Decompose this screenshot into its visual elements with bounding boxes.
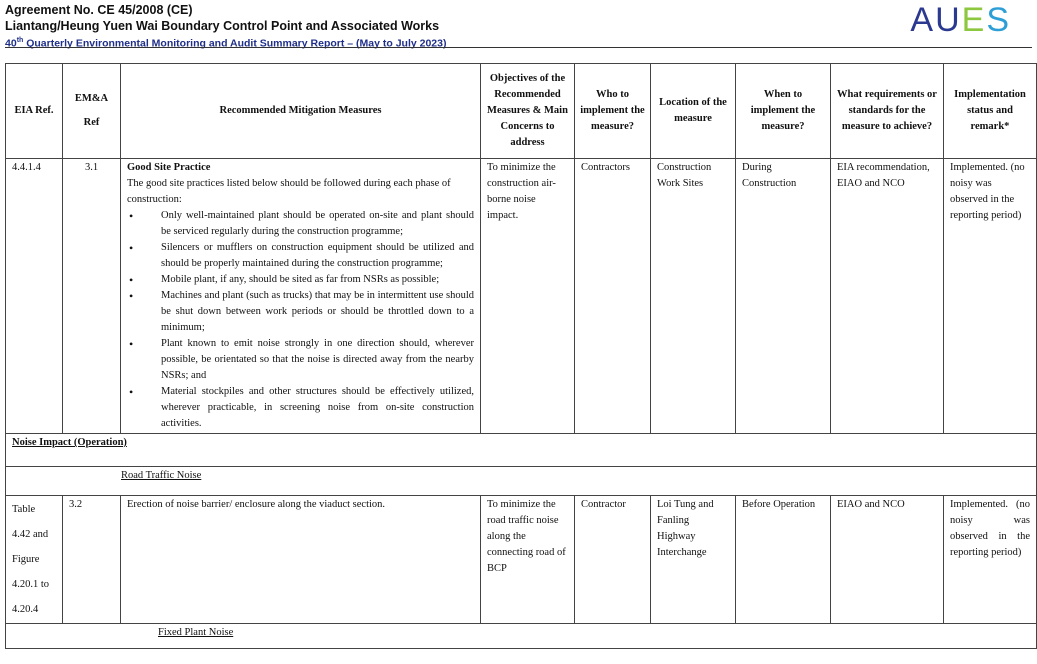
eia-ref-cell (6, 496, 63, 624)
measure-intro: The good site practices listed below should be followed during each phase of construction: (127, 178, 451, 205)
eia-ref-line: 4.42 and (12, 529, 49, 540)
bullet-text: Only well-maintained plant should be operated on-site and plant should be serviced regularly during the construction programme; (161, 210, 474, 237)
bullet-text: Machines and plant (such as trucks) that may be in intermittent use should be shut down between work periods or should be throttled down to a minimum; (161, 290, 474, 333)
header-ema-ref-line2: Ref (83, 117, 100, 128)
when-cell: Before Operation (736, 496, 831, 624)
requirements-cell: EIA recommendation, EIAO and NCO (831, 159, 944, 434)
subsection-heading-cell (6, 467, 1037, 496)
who-cell: Contractor (575, 496, 651, 624)
logo-letter: S (986, 1, 1011, 39)
measure-title: Good Site Practice (127, 162, 211, 173)
project-title: Liantang/Heung Yuen Wai Boundary Control Point and Associated Works (5, 19, 440, 33)
header-location: Location of the measure (651, 64, 736, 159)
subsection-heading-cell (6, 624, 1037, 649)
header-divider (5, 47, 1032, 48)
header-ema-ref (63, 64, 121, 159)
objectives-cell: To minimize the road traffic noise along the connecting road of BCP (481, 496, 575, 624)
logo-letter: A (910, 1, 936, 39)
agreement-number: Agreement No. CE 45/2008 (CE) (5, 3, 193, 17)
bullet-icon: • (129, 241, 134, 255)
report-title (5, 34, 446, 51)
report-number: 40 (5, 37, 17, 50)
bullet-text: Plant known to emit noise strongly in one direction should, wherever possible, be orientated so that the noise is directed away from the nearby NSRs; and (161, 338, 474, 381)
measures-cell (121, 159, 481, 434)
eia-ref-line: 4.20.1 to (12, 579, 50, 590)
bullet-icon: • (129, 337, 134, 351)
header-eia-ref: EIA Ref. (6, 64, 63, 159)
header-ema-ref-line1: EM&A (74, 93, 109, 104)
table-header-row (6, 64, 1037, 159)
bullet-item (127, 272, 474, 288)
mitigation-measures-table (5, 63, 1037, 649)
bullet-text: Material stockpiles and other structures should be effectively utilized, wherever practicable, in screening noise from on-site construction activities. (161, 386, 474, 429)
header-who: Who to implement the measure? (575, 64, 651, 159)
status-cell: Implemented. (no noisy was observed in the reporting period) (944, 159, 1037, 434)
eia-ref-line: 4.20.4 (12, 604, 39, 615)
report-title-text: Quarterly Environmental Monitoring and Audit Summary Report – (23, 37, 357, 50)
bullet-item (127, 240, 474, 272)
report-header (5, 2, 446, 51)
eia-ref-line: Table (12, 504, 36, 515)
ema-ref-cell: 3.1 (63, 159, 121, 434)
measures-cell: Erection of noise barrier/ enclosure along the viaduct section. (121, 496, 481, 624)
ema-ref-cell: 3.2 (63, 496, 121, 624)
section-row (6, 434, 1037, 467)
eia-ref-cell: 4.4.1.4 (6, 159, 63, 434)
header-objectives: Objectives of the Recommended Measures & Main Concerns to address (481, 64, 575, 159)
who-cell: Contractors (575, 159, 651, 434)
header-when: When to implement the measure? (736, 64, 831, 159)
bullet-icon: • (129, 209, 134, 223)
bullet-text: Mobile plant, if any, should be sited as far from NSRs as possible; (161, 274, 440, 285)
header-measures: Recommended Mitigation Measures (121, 64, 481, 159)
logo-letter: U (935, 1, 962, 39)
bullet-text: Silencers or mufflers on construction equipment should be utilized and should be properly maintained during the construction programme; (161, 242, 474, 269)
requirements-cell: EIAO and NCO (831, 496, 944, 624)
eia-ref-line: Figure (12, 554, 40, 565)
bullet-icon: • (129, 273, 134, 287)
location-cell: Loi Tung and Fanling Highway Interchange (651, 496, 736, 624)
bullet-icon: • (129, 289, 134, 303)
section-heading-cell (6, 434, 1037, 467)
bullet-item (127, 208, 474, 240)
location-cell: Construction Work Sites (651, 159, 736, 434)
status-cell: Implemented. (no noisy was observed in the reporting period) (944, 496, 1037, 624)
table-row (6, 496, 1037, 624)
bullet-item (127, 384, 474, 432)
subsection-heading: Road Traffic Noise (121, 470, 202, 481)
objectives-cell: To minimize the construction air-borne noise impact. (481, 159, 575, 434)
bullet-icon: • (129, 385, 134, 399)
report-number-suffix: th (16, 37, 24, 44)
when-cell: During Construction (736, 159, 831, 434)
table-row (6, 159, 1037, 434)
subsection-row (6, 467, 1037, 496)
logo-letter: E (961, 1, 987, 39)
aues-logo (910, 0, 1011, 40)
subsection-row (6, 624, 1037, 649)
bullet-item (127, 288, 474, 336)
report-period: (May to July 2023) (356, 37, 447, 50)
subsection-heading: Fixed Plant Noise (158, 627, 234, 638)
header-status: Implementation status and remark* (944, 64, 1037, 159)
header-requirements: What requirements or standards for the measure to achieve? (831, 64, 944, 159)
bullet-item (127, 336, 474, 384)
section-heading: Noise Impact (Operation) (12, 437, 127, 448)
